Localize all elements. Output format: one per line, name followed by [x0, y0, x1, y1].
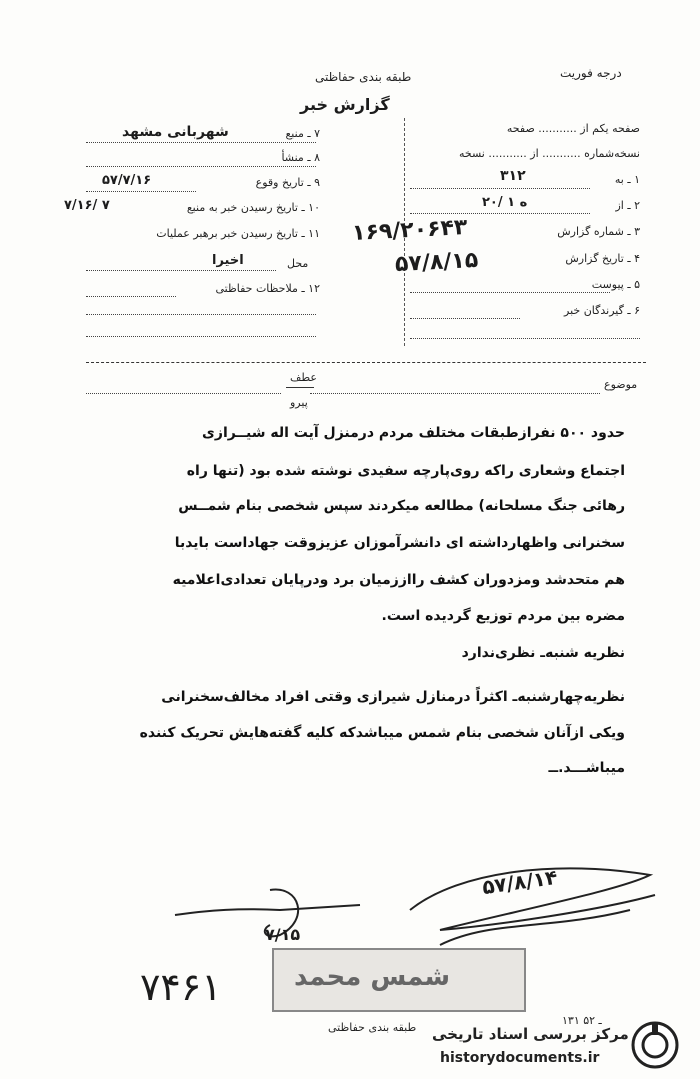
classification-bottom: طبقه بندی حفاظتی: [328, 1021, 417, 1034]
body-line: سخنرانی واظهارداشته ای دانشرآموزان عزیزوقت جهاداست بایدبا: [174, 535, 625, 551]
urgency-label: درجه فوریت: [560, 66, 622, 80]
field-report-number: [557, 225, 640, 238]
field-received-leader: [156, 227, 320, 240]
field-num: ۹ ـ: [307, 176, 320, 189]
handwritten-date: ۵۷/۸/۱۴: [480, 864, 559, 900]
page-line: صفحه یکم از ........... صفحه: [506, 122, 640, 135]
body-line: هم متحدشد ومزدوران کشف رااززمیان برد ودرپایان تعدادی‌اعلامیه: [172, 572, 625, 588]
body-line: میباشـــد.ــ: [548, 760, 625, 776]
field-label: از: [615, 199, 624, 212]
field-label: ملاحظات حفاظتی: [215, 282, 298, 295]
from-value: ۲۰/ ه ۱: [482, 195, 528, 210]
watermark-title: مرکز بررسی اسناد تاریخی: [432, 1025, 629, 1043]
field-num: ۱ ـ: [627, 173, 640, 186]
field-received-source: [187, 201, 320, 214]
field-num: ۸ ـ: [307, 151, 320, 164]
field-label: گیرندگان خبر: [564, 304, 624, 317]
report-number-value: ۱۶۹/۲۰۶۴۳: [351, 214, 469, 247]
body-line: اجتماع وشعاری راکه روی‌پارچه سفیدی نوشته شده بود (تنها راه: [186, 463, 625, 479]
field-report-date: [565, 252, 640, 265]
field-label: تاریخ رسیدن خبر به منبع: [186, 201, 298, 214]
copy-line: نسخه‌شماره ........... از ........... نسخه: [458, 147, 640, 160]
handwritten-scribble: [400, 850, 670, 960]
field-num: ۴ ـ: [627, 252, 640, 265]
body-line: ویکی ازآنان شخصی بنام شمس میباشدکه کلیه گفته‌هایش تحریک کننده: [139, 725, 625, 741]
report-title: گزارش خبر: [300, 95, 390, 114]
field-source: [285, 127, 320, 140]
field-label: شماره گزارش: [557, 225, 624, 238]
field-to: [615, 173, 640, 186]
field-label: پیوست: [591, 278, 624, 291]
received-source-value: ۷/۱۶/ ۷: [64, 198, 110, 213]
name-stamp: [272, 948, 526, 1012]
field-label: تاریخ وقوع: [255, 176, 304, 189]
field-location: [287, 257, 308, 270]
field-label: منبع: [285, 127, 304, 140]
classification-top: طبقه بندی حفاظتی: [315, 70, 412, 84]
reference-label: عطف: [290, 371, 317, 384]
field-origin: [281, 151, 320, 164]
follow-up-label: پیرو: [290, 396, 308, 409]
field-num: ۱۰ ـ: [301, 201, 320, 214]
field-label: منشأ: [281, 151, 304, 164]
body-line: نظریه‌چهارشنبه‌ـ اکثراً درمنازل شیرازی وقتی افراد مخالف‌سخنرانی: [161, 689, 625, 705]
field-num: ۷ ـ: [307, 127, 320, 140]
field-label: به: [614, 173, 624, 186]
field-num: ۵ ـ: [627, 278, 640, 291]
body-line: حدود ۵۰۰ نفرازطبقات مختلف مردم درمنزل آیت اله شیــرازی: [202, 425, 625, 441]
stamp-text: شمس محمد: [294, 962, 451, 992]
field-label: محل: [287, 257, 309, 270]
location-value: اخیرا: [212, 253, 244, 268]
field-label: تاریخ رسیدن خبر برهبر عملیات: [156, 227, 298, 240]
field-num: ۱۲ ـ: [301, 282, 320, 295]
field-security-notes: [215, 282, 320, 295]
subject-label: موضوع: [604, 378, 638, 391]
to-value: ۳۱۲: [500, 168, 526, 184]
field-attachment: [592, 278, 640, 291]
field-from: [615, 199, 640, 212]
event-date-value: ۵۷/۷/۱۶: [102, 173, 152, 188]
body-line: مضره بین مردم توزیع گردیده است.: [381, 608, 625, 624]
field-num: ۶ ـ: [627, 304, 640, 317]
archive-logo-icon: [630, 1020, 680, 1070]
field-event-date: [256, 176, 320, 189]
field-num: ۲ ـ: [627, 199, 640, 212]
separator-line: [86, 362, 646, 363]
atf-underline: [286, 387, 314, 388]
watermark-url: historydocuments.ir: [440, 1050, 600, 1066]
body-line: نظریه شنبه‌ـ نظری‌ندارد: [461, 645, 625, 661]
field-recipients: [564, 304, 640, 317]
archive-number: ۷۴۶۱: [140, 965, 222, 1009]
source-value: شهربانی مشهد: [122, 124, 229, 140]
report-date-value: ۵۷/۸/۱۵: [394, 247, 479, 278]
field-num: ۳ ـ: [627, 225, 640, 238]
field-label: تاریخ گزارش: [565, 252, 624, 265]
field-num: ۱۱ ـ: [301, 227, 320, 240]
signature-number: ۷/۱۵: [265, 925, 301, 944]
body-line: رهائی جنگ مسلحانه) مطالعه میکردند سپس شخصی بنام شمــس: [178, 498, 625, 514]
document-code: ۱۳۱ ـ ۵۲: [562, 1014, 602, 1027]
